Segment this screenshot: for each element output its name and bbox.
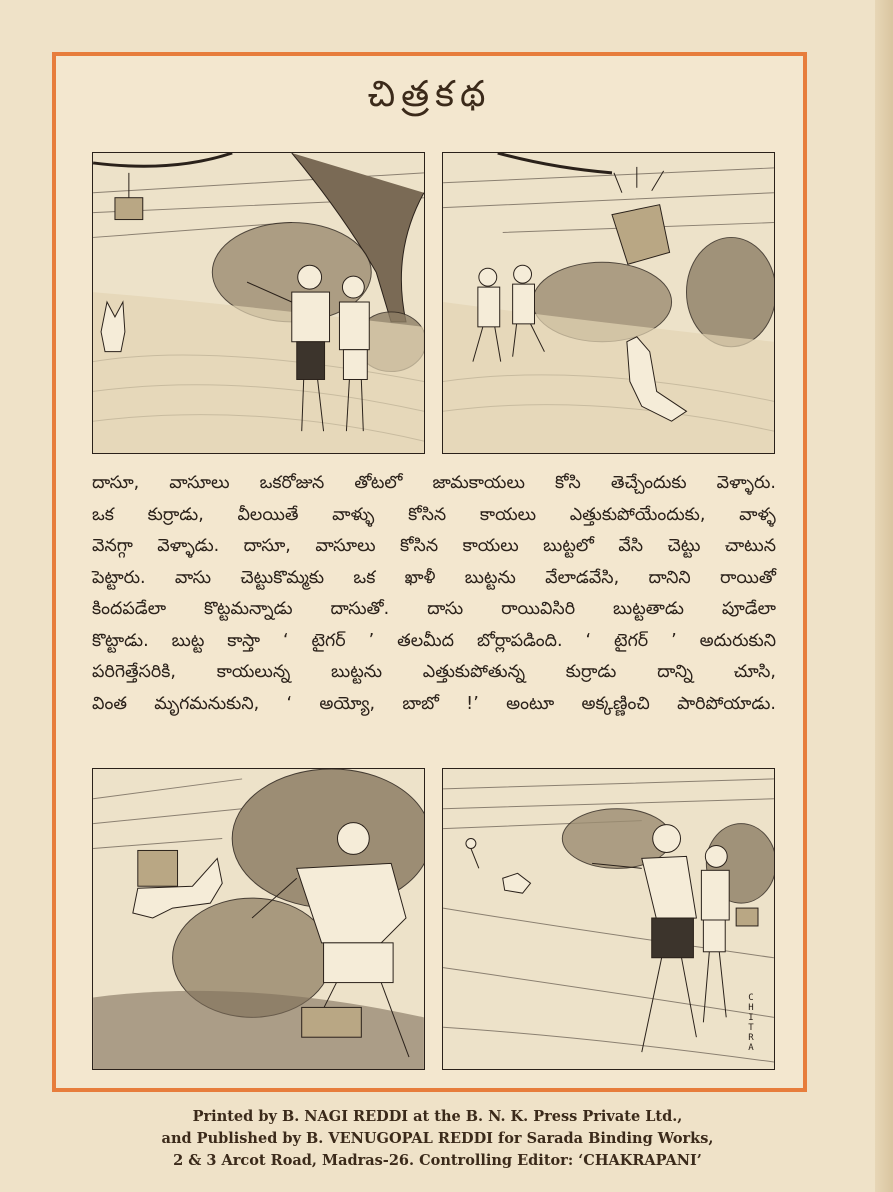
story-line: కొట్టాడు. బుట్ట కాస్తా ‘ టైగర్ ’ తలమీద బోర్లాపడింది. ‘ టైగర్ ’ అదురుకుని	[92, 630, 776, 651]
story-text	[92, 468, 776, 720]
panel-4-illustration	[443, 769, 774, 1069]
comic-frame	[52, 52, 807, 1092]
story-line: దాసూ, వాసూలు ఒకరోజున తోటలో జామకాయలు కోసి తెచ్చేందుకు వెళ్ళారు.	[92, 473, 776, 493]
story-line: పెట్టారు. వాసు చెట్టుకొమ్మకు ఒక ఖాళీ బుట్టను వేలాడవేసి, దానిని రాయితో	[92, 567, 776, 588]
panel-2-illustration	[443, 153, 774, 453]
comic-panel-1	[92, 152, 425, 454]
page-edge	[875, 0, 893, 1192]
comic-panel-2	[442, 152, 775, 454]
imprint-line-3: 2 & 3 Arcot Road, Madras-26. Controlling Editor: ‘CHAKRAPANI’	[173, 1152, 702, 1169]
publisher-imprint	[0, 1106, 875, 1172]
imprint-line-1: Printed by B. NAGI REDDI at the B. N. K. Press Private Ltd.,	[192, 1108, 683, 1125]
comic-panel-4	[442, 768, 775, 1070]
story-line: ఒక కుర్రాడు, వీలయితే వాళ్ళు కోసిన కాయలు ఎత్తుకుపోయేందుకు, వాళ్ళ	[92, 504, 776, 525]
page-title: చిత్రకథ	[367, 74, 492, 115]
panel-1-illustration	[93, 153, 424, 453]
story-line: వెనగ్గా వెళ్ళాడు. దాసూ, వాసూలు కోసిన కాయలు బుట్టలో వేసి చెట్టు చాటున	[92, 536, 776, 556]
artist-signature: C H I T R A	[748, 993, 754, 1053]
story-line: కిందపడేలా కొట్టమన్నాడు దాసుతో. దాసు రాయివిసిరి బుట్టతాడు పూడేలా	[92, 599, 776, 619]
story-line: పరిగెత్తేసరికి, కాయలున్న బుట్టను ఎత్తుకుపోతున్న కుర్రాడు దాన్ని చూసి,	[92, 662, 776, 682]
imprint-line-2: and Published by B. VENUGOPAL REDDI for Sarada Binding Works,	[161, 1130, 714, 1147]
panel-3-illustration	[93, 769, 424, 1069]
comic-panel-3	[92, 768, 425, 1070]
story-line: వింత మృగమనుకుని, ‘ అయ్యో, బాబో !’ అంటూ అక్కణ్ణించి పారిపోయాడు.	[92, 693, 776, 714]
